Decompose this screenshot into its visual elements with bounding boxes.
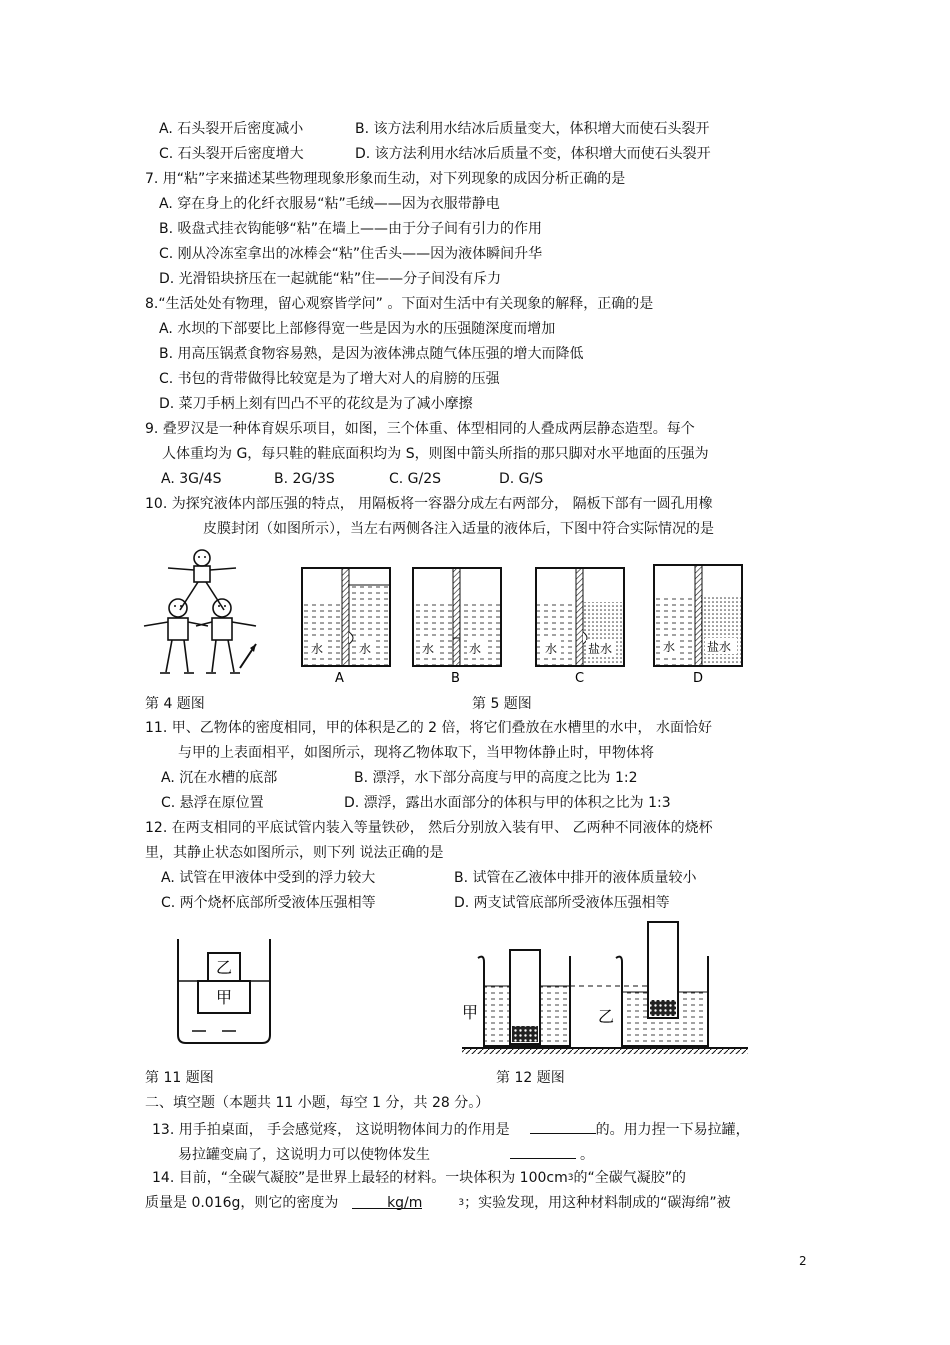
q11-stem-2: 与甲的上表面相平，如图所示，现将乙物体取下，当甲物体静止时，甲物体将 (178, 745, 654, 761)
q12-stem: 12. 在两支相同的平底试管内装入等量铁砂， 然后分别放入装有甲、 乙两种不同液体的烧杯 (145, 820, 713, 836)
q7-option-b: B. 吸盘式挂衣钩能够“粘”在墙上——由于分子间有引力的作用 (159, 221, 543, 237)
q6-option-b: B. 该方法利用水结冰后质量变大，体积增大而使石头裂开 (355, 121, 710, 137)
blank[interactable] (530, 1119, 596, 1134)
q11-stem: 11. 甲、乙物体的密度相同，甲的体积是乙的 2 倍，将它们叠放在水槽里的水中， 水面恰好 (145, 720, 712, 736)
label-yi-12: 乙 (598, 1007, 615, 1026)
q6-option-d: D. 该方法利用水结冰后质量不变，体积增大而使石头裂开 (355, 146, 711, 162)
fig5-containers (295, 560, 755, 685)
q10-stem-2: 皮膜封闭（如图所示），当左右两侧各注入适量的液体后，下图中符合实际情况的是 (203, 521, 714, 537)
q9-stem-2: 人体重均为 G，每只鞋的鞋底面积均为 S，则图中箭头所指的那只脚对水平地面的压强为 (162, 446, 709, 462)
label-water-a2: 水 (359, 642, 372, 656)
q9-option-a: A. 3G/4S (161, 471, 222, 487)
label-water-b1: 水 (422, 642, 435, 656)
label-salt-d: 盐水 (707, 640, 732, 654)
caption-fig4: 第 4 题图 (145, 696, 205, 712)
q12-stem-2: 里，其静止状态如图所示，则下列 说法正确的是 (145, 845, 444, 861)
fig4-human-pyramid (140, 548, 265, 683)
q12-option-c: C. 两个烧杯底部所受液体压强相等 (161, 895, 376, 911)
q11-option-c: C. 悬浮在原位置 (161, 795, 264, 811)
fig12-beakers (458, 918, 788, 1058)
q9-option-c: C. G/2S (389, 471, 442, 487)
q11-option-b: B. 漂浮，水下部分高度与甲的高度之比为 1:2 (354, 770, 638, 786)
label-b: B (451, 671, 460, 686)
q7-option-a: A. 穿在身上的化纤衣服易“粘”毛绒——因为衣服带静电 (159, 196, 500, 212)
q6-option-c: C. 石头裂开后密度增大 (159, 146, 304, 162)
label-d: D (693, 671, 704, 686)
caption-fig12: 第 12 题图 (496, 1070, 565, 1086)
q14-line1: 14. 目前，“全碳气凝胶”是世界上最轻的材料。一块体积为 $100cm^3$的“全碳气凝胶”的 (152, 1170, 686, 1186)
q14-line2: 质量是 0.016g，则它的密度为 kg/m $^3$；实验发现，用这种材料制成的“碳海绵”被 (145, 1195, 731, 1211)
q11-option-d: D. 漂浮，露出水面部分的体积与甲的体积之比为 1:3 (344, 795, 671, 811)
label-water-d: 水 (663, 640, 676, 654)
blank[interactable]: kg/m (352, 1194, 422, 1209)
page-number: 2 (799, 1254, 807, 1268)
q9-option-d: D. G/S (499, 471, 544, 487)
q12-option-d: D. 两支试管底部所受液体压强相等 (454, 895, 670, 911)
blank[interactable] (510, 1144, 576, 1159)
label-water-c: 水 (545, 642, 558, 656)
label-salt-c: 盐水 (588, 642, 613, 656)
q8-option-d: D. 菜刀手柄上刻有凹凸不平的花纹是为了减小摩擦 (159, 396, 473, 412)
label-jia-12: 甲 (462, 1003, 479, 1022)
q7-option-d: D. 光滑铅块挤压在一起就能“粘”住——分子间没有斥力 (159, 271, 502, 287)
q8-option-a: A. 水坝的下部要比上部修得宽一些是因为水的压强随深度而增加 (159, 321, 556, 337)
caption-fig5: 第 5 题图 (472, 696, 532, 712)
label-water-a1: 水 (311, 642, 324, 656)
fig11-water-tank (170, 935, 280, 1050)
q12-option-b: B. 试管在乙液体中排开的液体质量较小 (454, 870, 697, 886)
q12-option-a: A. 试管在甲液体中受到的浮力较大 (161, 870, 376, 886)
q11-option-a: A. 沉在水槽的底部 (161, 770, 278, 786)
q13-line1: 13. 用手拍桌面， 手会感觉疼， 这说明物体间力的作用是 的。用力捏一下易拉罐， (152, 1119, 750, 1139)
q7-option-c: C. 刚从冷冻室拿出的冰棒会“粘”住舌头——因为液体瞬间升华 (159, 246, 543, 262)
q13-line2: 易拉罐变扁了，这说明力可以使物体发生 。 (178, 1144, 594, 1164)
label-a: A (335, 671, 344, 686)
label-c: C (575, 671, 585, 686)
label-jia: 甲 (216, 988, 233, 1007)
q9-option-b: B. 2G/3S (274, 471, 335, 487)
section-title: 二、填空题（本题共 11 小题，每空 1 分，共 28 分。） (145, 1095, 490, 1111)
label-yi: 乙 (216, 958, 233, 977)
q9-stem: 9. 叠罗汉是一种体育娱乐项目，如图，三个体重、体型相同的人叠成两层静态造型。每个 (145, 421, 695, 437)
q8-option-b: B. 用高压锅煮食物容易熟，是因为液体沸点随气体压强的增大而降低 (159, 346, 584, 362)
q7-stem: 7. 用“粘”字来描述某些物理现象形象而生动，对下列现象的成因分析正确的是 (145, 171, 626, 187)
q8-option-c: C. 书包的背带做得比较宽是为了增大对人的肩膀的压强 (159, 371, 500, 387)
q8-stem: 8.“生活处处有物理，留心观察皆学问” 。下面对生活中有关现象的解释，正确的是 (145, 296, 654, 312)
q6-option-a: A. 石头裂开后密度减小 (159, 121, 304, 137)
label-water-b2: 水 (469, 642, 482, 656)
q10-stem: 10. 为探究液体内部压强的特点， 用隔板将一容器分成左右两部分， 隔板下部有一圆孔用橡 (145, 496, 713, 512)
caption-fig11: 第 11 题图 (145, 1070, 214, 1086)
